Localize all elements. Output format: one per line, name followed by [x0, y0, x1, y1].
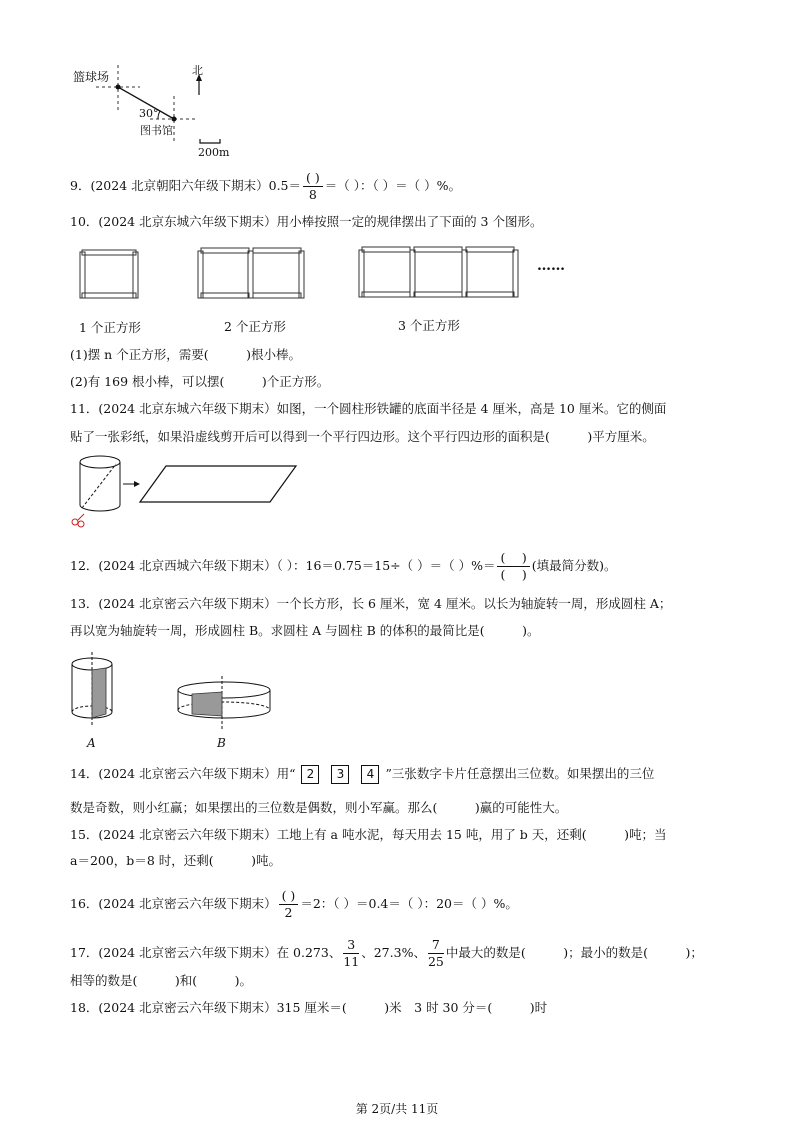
basketball-label: 篮球场: [73, 70, 110, 84]
cylinder-unroll-figure: [0, 450, 794, 530]
cylinder-a: [72, 652, 112, 726]
card-2: 2: [301, 765, 319, 784]
map-diagram: [0, 0, 794, 170]
question-17-line2: 相等的数是( )和( )。: [70, 973, 253, 988]
cylinder-a-label: A: [87, 736, 96, 750]
question-17: [70, 937, 703, 970]
question-14: [70, 765, 654, 784]
figure-1-label: 1 个正方形: [79, 320, 141, 335]
q17-frac2-den: 25: [427, 954, 444, 969]
question-9: [70, 170, 461, 203]
question-13-line1: 13．(2024 北京密云六年级下期末）一个长方形，长 6 厘米，宽 4 厘米。以长为轴旋转一周，形成圆柱 A；: [70, 596, 672, 611]
card-4: 4: [361, 765, 379, 784]
q9-frac-num: ( ): [303, 170, 323, 187]
figure-1-square: [80, 250, 138, 298]
q12-frac-num: ( ): [497, 550, 529, 567]
library-label: 图书馆: [140, 124, 173, 137]
north-label: 北: [192, 64, 203, 77]
q17-fraction-1: [343, 937, 359, 970]
question-10: 10．(2024 北京东城六年级下期末）用小棒按照一定的规律摆出了下面的 3 个图形。: [70, 214, 543, 229]
card-3: 3: [331, 765, 349, 784]
matchstick-figures: [0, 240, 794, 330]
q9-frac-den: 8: [308, 187, 317, 202]
page-number: 第 2页/共 11页: [355, 1102, 439, 1116]
question-10-sub1: (1)摆 n 个正方形，需要( )根小棒。: [70, 347, 301, 362]
parallelogram: [140, 466, 296, 502]
question-13-line2: 再以宽为轴旋转一周，形成圆柱 B。求圆柱 A 与圆柱 B 的体积的最简比是( )。: [70, 623, 540, 638]
q9-text-a: 9．(2024 北京朝阳六年级下期末）0.5＝: [70, 178, 301, 193]
cylinder-b-label: B: [217, 736, 226, 750]
q16-frac-num: ( ): [279, 888, 299, 905]
q16-fraction: [279, 888, 299, 921]
q17-text-a: 17．(2024 北京密云六年级下期末）在 0.273、: [70, 945, 342, 960]
q16-frac-den: 2: [284, 905, 293, 920]
q16-text-b: ＝2：（ ）＝0.4＝（ ）：20＝（ ）%。: [300, 896, 518, 911]
question-10-sub2: (2)有 169 根小棒，可以摆( )个正方形。: [70, 374, 330, 389]
question-18: 18．(2024 北京密云六年级下期末）315 厘米＝( )米 3 时 30 分＝( )时: [70, 1000, 548, 1015]
question-11-line2: 贴了一张彩纸，如果沿虚线剪开后可以得到一个平行四边形。这个平行四边形的面积是( )平方厘米。: [70, 429, 655, 444]
q17-text-c: 中最大的数是( )；最小的数是( )；: [445, 945, 703, 960]
q9-text-b: ＝（ ）：（ ）＝（ ）%。: [324, 178, 462, 193]
question-15-line2: a＝200，b＝8 时，还剩( )吨。: [70, 853, 281, 868]
question-11-line1: 11．(2024 北京东城六年级下期末）如图，一个圆柱形铁罐的底面半径是 4 厘米，高是 10 厘米。它的侧面: [70, 401, 667, 416]
cylinder-b: [178, 676, 270, 730]
q12-text-a: 12．(2024 北京西城六年级下期末）（ ）：16＝0.75＝15÷（ ）＝（ ）%＝: [70, 558, 496, 573]
q12-text-b: (填最简分数)。: [531, 558, 617, 573]
figure-2-squares: [198, 248, 304, 298]
q14-text-b: ”三张数字卡片任意摆出三位数。如果摆出的三位: [385, 766, 655, 781]
q14-text-a: 14．(2024 北京密云六年级下期末）用“: [70, 766, 296, 781]
q17-text-b: 、27.3%、: [361, 945, 426, 960]
question-16: [70, 888, 518, 921]
figure-2-label: 2 个正方形: [224, 319, 286, 334]
library-point: [172, 117, 177, 122]
figure-3-squares: [359, 247, 518, 297]
basketball-point: [116, 85, 121, 90]
q16-text-a: 16．(2024 北京密云六年级下期末）: [70, 896, 277, 911]
figure-dots: ……: [537, 258, 565, 274]
scale-label: 200m: [198, 146, 230, 159]
figure-3-label: 3 个正方形: [398, 318, 460, 333]
question-12: [70, 550, 616, 583]
cylinders-figure: [0, 648, 794, 738]
q17-frac1-num: 3: [343, 937, 359, 954]
question-15-line1: 15．(2024 北京密云六年级下期末）工地上有 a 吨水泥，每天用去 15 吨，用了 b 天，还剩( )吨；当: [70, 827, 667, 842]
q17-fraction-2: [428, 937, 444, 970]
scale-bar: [200, 139, 220, 143]
q12-fraction: [497, 550, 529, 583]
angle-label: 30°: [139, 107, 159, 120]
q12-frac-den: ( ): [500, 567, 527, 582]
q9-fraction: [303, 170, 323, 203]
q17-frac1-den: 11: [343, 954, 360, 969]
q17-frac2-num: 7: [428, 937, 444, 954]
question-14-line2: 数是奇数，则小红赢；如果摆出的三位数是偶数，则小军赢。那么( )赢的可能性大。: [70, 800, 568, 815]
